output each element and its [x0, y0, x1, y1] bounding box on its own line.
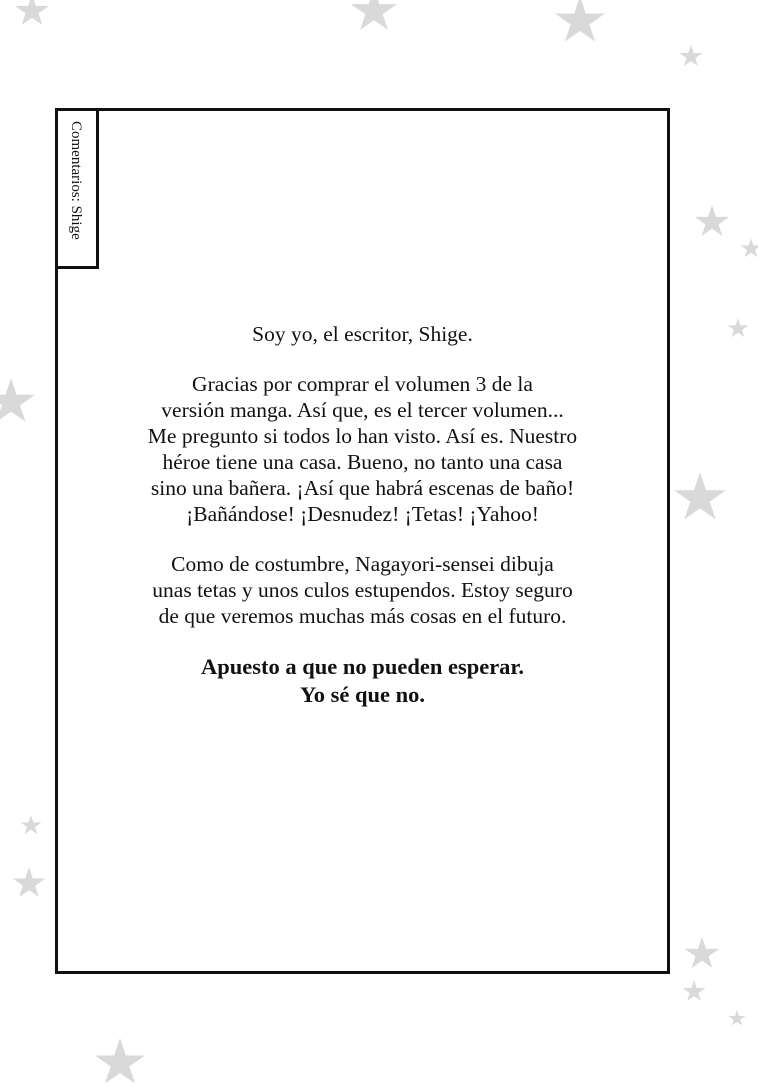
star-icon — [682, 980, 706, 1003]
text-line: Soy yo, el escritor, Shige. — [252, 322, 473, 346]
text-line: sino una bañera. ¡Así que habrá escenas de baño! — [150, 476, 575, 500]
star-icon — [740, 238, 758, 259]
text-line: Apuesto a que no pueden esperar. — [201, 654, 524, 679]
intro-paragraph — [78, 321, 647, 347]
closing-paragraph — [78, 653, 647, 709]
text-line: Como de costumbre, Nagayori-sensei dibuja — [171, 552, 554, 576]
star-icon — [350, 0, 398, 34]
star-icon — [20, 815, 42, 836]
comment-panel — [55, 108, 670, 974]
star-icon — [727, 318, 749, 339]
author-tag — [58, 111, 99, 269]
text-line: héroe tiene una casa. Bueno, no tanto una casa — [162, 450, 563, 474]
text-line: Yo sé que no. — [299, 682, 426, 707]
star-icon — [0, 378, 36, 426]
text-line: Me pregunto si todos lo han visto. Así es. Nuestro — [147, 424, 578, 448]
star-icon — [684, 937, 720, 971]
star-icon — [694, 205, 730, 239]
star-icon — [679, 45, 703, 68]
star-icon — [554, 0, 606, 46]
paragraph-2 — [78, 551, 647, 629]
star-icon — [94, 1038, 146, 1088]
text-line: Gracias por comprar el volumen 3 de la — [192, 372, 533, 396]
author-tag-label: Comentarios: Shige — [68, 121, 84, 240]
text-line: de que veremos muchas más cosas en el futuro. — [158, 604, 567, 628]
star-icon — [14, 0, 50, 28]
star-icon — [728, 1010, 746, 1027]
text-line: ¡Bañándose! ¡Desnudez! ¡Tetas! ¡Yahoo! — [186, 502, 539, 526]
text-line: versión manga. Así que, es el tercer volumen... — [161, 398, 564, 422]
star-icon — [12, 867, 46, 900]
author-note — [78, 321, 647, 733]
star-icon — [673, 472, 727, 524]
text-line: unas tetas y unos culos estupendos. Estoy seguro — [152, 578, 573, 602]
paragraph-1 — [78, 371, 647, 527]
